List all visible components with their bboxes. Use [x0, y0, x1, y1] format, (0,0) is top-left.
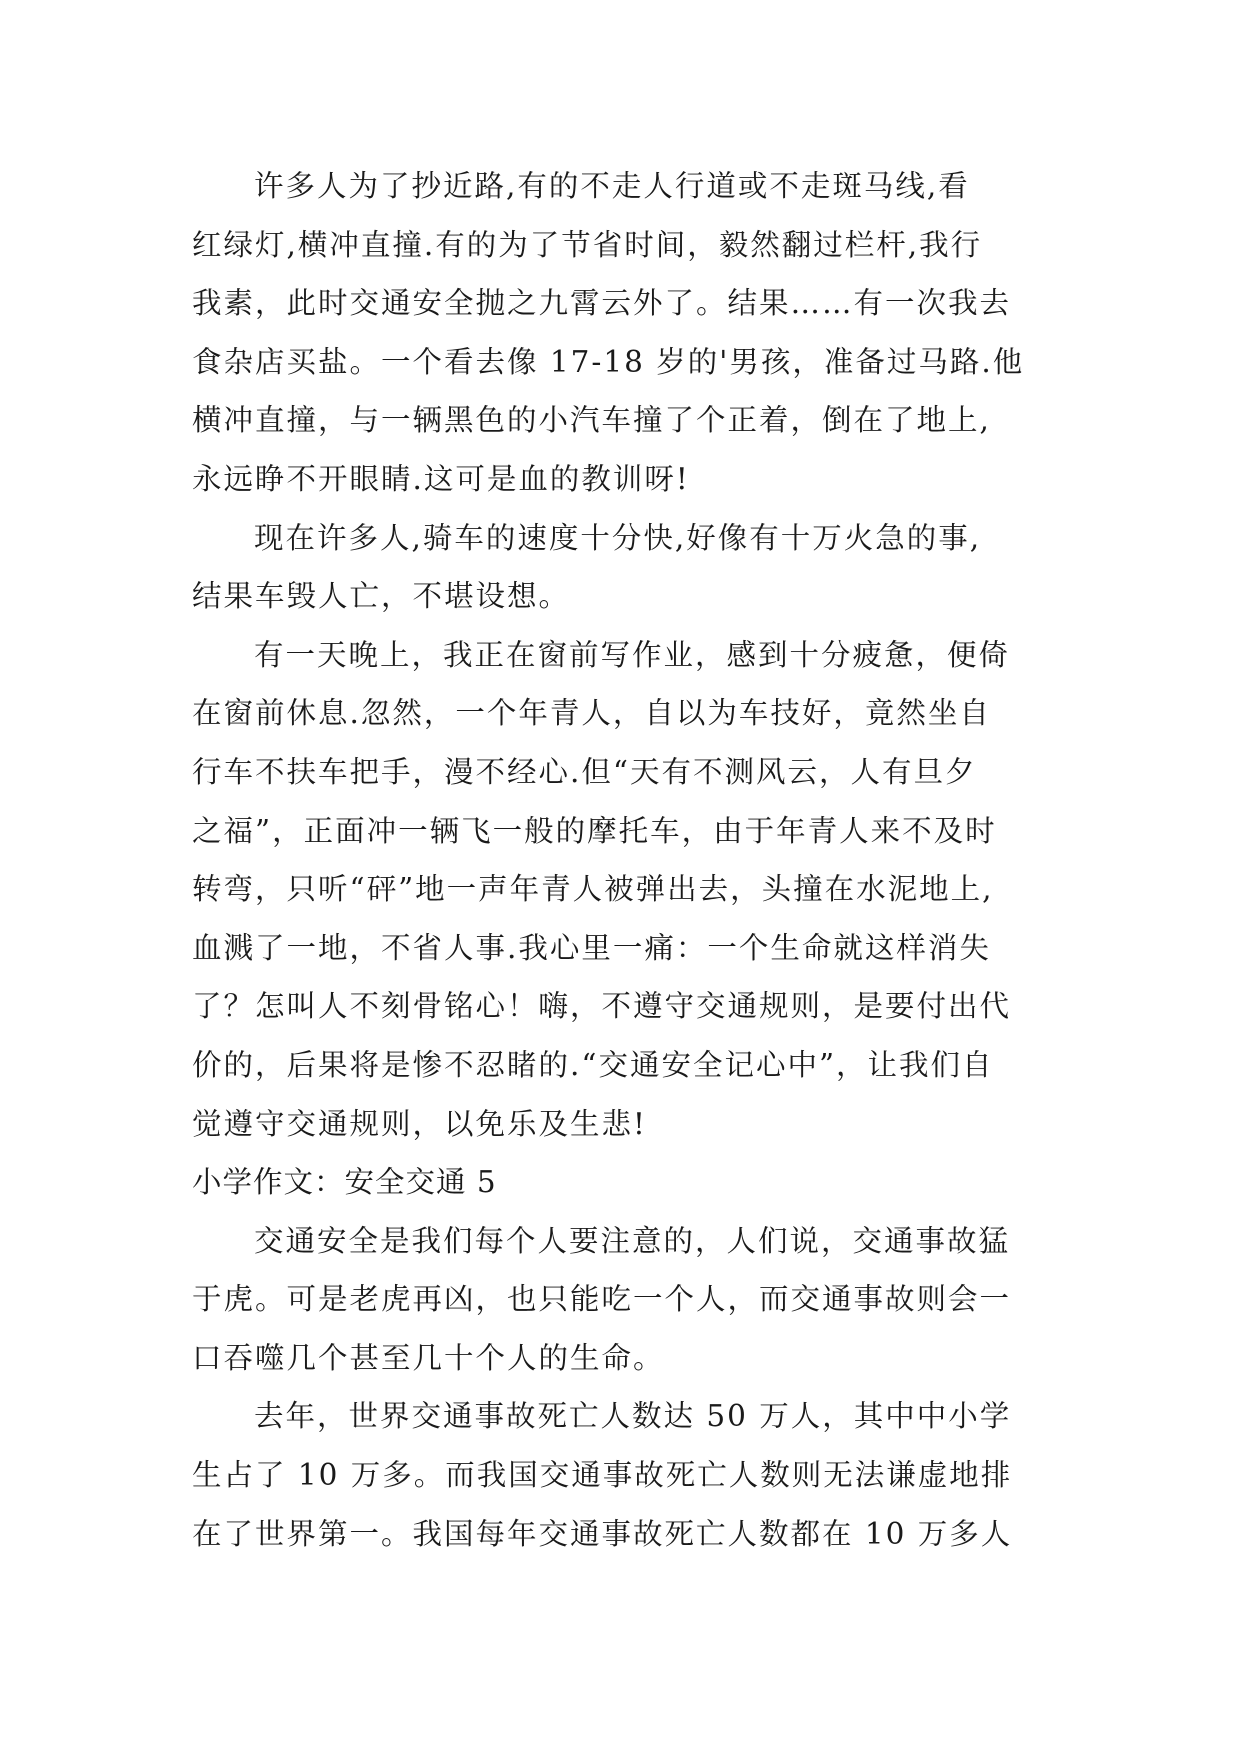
text-line: 了？怎叫人不刻骨铭心！嗨，不遵守交通规则，是要付出代 — [192, 989, 1012, 1024]
essay-body — [192, 157, 1052, 1563]
text-line: 觉遵守交通规则，以免乐及生悲! — [192, 1106, 647, 1141]
text-line: 横冲直撞，与一辆黑色的小汽车撞了个正着，倒在了地上, — [192, 403, 991, 438]
text-line: 许多人为了抄近路,有的不走人行道或不走斑马线,看 — [254, 169, 970, 203]
text-line: 有一天晚上，我正在窗前写作业，感到十分疲惫，便倚 — [254, 637, 1011, 672]
text-line: 血溅了一地，不省人事.我心里一痛：一个生命就这样消失 — [192, 930, 991, 965]
text-line: 交通安全是我们每个人要注意的，人们说，交通事故猛 — [254, 1223, 1011, 1258]
text-line: 在窗前休息.忽然，一个年青人，自以为车技好，竟然坐自 — [192, 696, 991, 731]
text-line: 转弯，只听“砰”地一声年青人被弹出去，头撞在水泥地上, — [192, 872, 994, 907]
text-line: 结果车毁人亡，不堪设想。 — [192, 579, 571, 614]
text-line: 价的，后果将是惨不忍睹的.“交通安全记心中”，让我们自 — [192, 1047, 994, 1082]
text-line: 之福”，正面冲一辆飞一般的摩托车，由于年青人来不及时 — [192, 813, 997, 848]
text-line: 去年，世界交通事故死亡人数达 50 万人，其中中小学 — [254, 1399, 1012, 1434]
text-line: 我素，此时交通安全抛之九霄云外了。结果……有一次我去 — [192, 286, 1012, 321]
text-line: 行车不扶车把手，漫不经心.但“天有不测风云，人有旦夕 — [192, 754, 977, 789]
text-line: 食杂店买盐。一个看去像 17-18 岁的'男孩，准备过马路.他 — [192, 344, 1025, 379]
text-line: 口吞噬几个甚至几十个人的生命。 — [192, 1340, 665, 1375]
text-line: 于虎。可是老虎再凶，也只能吃一个人，而交通事故则会一 — [192, 1282, 1012, 1317]
text-line: 生占了 10 万多。而我国交通事故死亡人数则无法谦虚地排 — [192, 1458, 1013, 1493]
text-line: 永远睁不开眼睛.这可是血的教训呀! — [192, 461, 690, 496]
text-line: 现在许多人,骑车的速度十分快,好像有十万火急的事, — [254, 520, 982, 555]
text-line: 在了世界第一。我国每年交通事故死亡人数都在 10 万多人 — [192, 1516, 1013, 1551]
section-heading: 小学作文：安全交通 5 — [192, 1165, 497, 1200]
text-line: 红绿灯,横冲直撞.有的为了节省时间，毅然翻过栏杆,我行 — [192, 227, 983, 262]
